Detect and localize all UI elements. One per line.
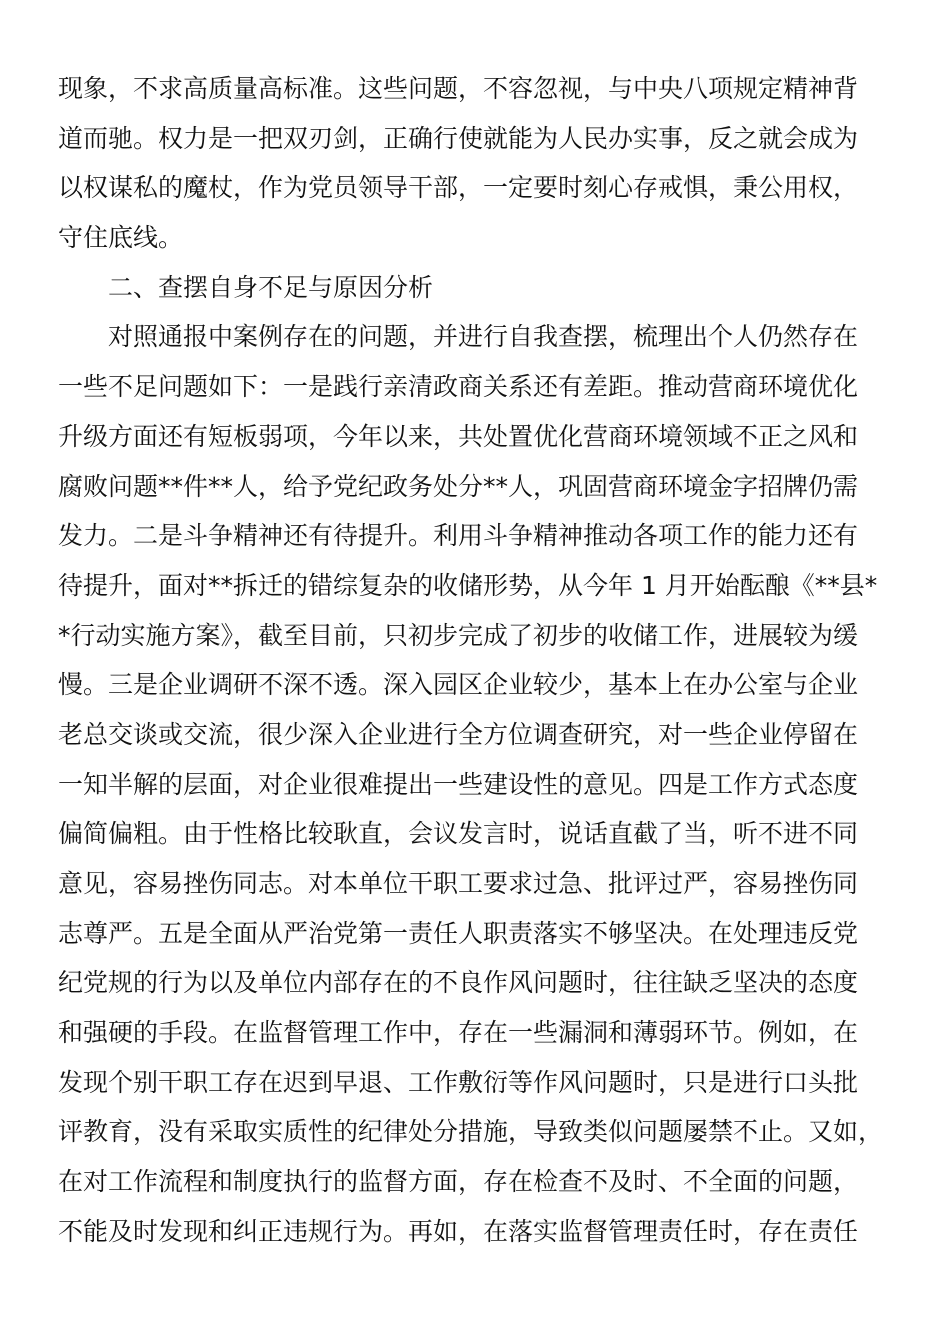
text-line: 意见，容易挫伤同志。对本单位干职工要求过急、批评过严，容易挫伤同 <box>58 869 859 898</box>
text-line: 现象，不求高质量高标准。这些问题，不容忽视，与中央八项规定精神背 <box>58 74 859 103</box>
text-line: 一知半解的层面，对企业很难提出一些建设性的意见。四是工作方式态度 <box>58 769 859 799</box>
text-line: 志尊严。五是全面从严治党第一责任人职责落实不够坚决。在处理违反党 <box>58 918 859 948</box>
text-line: 守住底线。 <box>58 223 184 253</box>
document-body <box>58 64 890 1257</box>
text-line: 老总交谈或交流，很少深入企业进行全方位调查研究，对一些企业停留在 <box>58 719 859 749</box>
text-line: 道而驰。权力是一把双刃剑，正确行使就能为人民办实事，反之就会成为 <box>58 123 859 153</box>
section-heading: 二、查摆自身不足与原因分析 <box>108 272 434 302</box>
paragraph-first-line: 对照通报中案例存在的问题，并进行自我查摆，梳理出个人仍然存在 <box>108 322 859 352</box>
text-line: 偏简偏粗。由于性格比较耿直，会议发言时，说话直截了当，听不进不同 <box>58 819 859 849</box>
text-line: *行动实施方案》，截至目前，只初步完成了初步的收储工作，进展较为缓 <box>58 620 859 650</box>
text-line: 评教育，没有采取实质性的纪律处分措施，导致类似问题屡禁不止。又如， <box>58 1117 884 1147</box>
text-line: 一些不足问题如下：一是践行亲清政商关系还有差距。推动营商环境优化 <box>58 372 859 402</box>
text-line: 以权谋私的魔杖，作为党员领导干部，一定要时刻心存戒惧，秉公用权， <box>58 173 859 203</box>
text-line: 纪党规的行为以及单位内部存在的不良作风问题时，往往缺乏坚决的态度 <box>58 968 859 998</box>
text-line: 发现个别干职工存在迟到早退、工作敷衍等作风问题时，只是进行口头批 <box>58 1067 859 1097</box>
text-line: 腐败问题**件**人，给予党纪政务处分**人，巩固营商环境金字招牌仍需 <box>58 471 859 501</box>
text-line: 升级方面还有短板弱项，今年以来，共处置优化营商环境领域不正之风和 <box>58 421 859 451</box>
text-line: 发力。二是斗争精神还有待提升。利用斗争精神推动各项工作的能力还有 <box>58 521 859 551</box>
text-line: 不能及时发现和纠正违规行为。再如，在落实监督管理责任时，存在责任 <box>58 1216 859 1246</box>
text-line: 待提升，面对**拆迁的错综复杂的收储形势，从今年 1 月开始酝酿《**县* <box>58 570 878 600</box>
text-line: 和强硬的手段。在监督管理工作中，存在一些漏洞和薄弱环节。例如，在 <box>58 1018 859 1048</box>
text-line: 慢。三是企业调研不深不透。深入园区企业较少，基本上在办公室与企业 <box>58 670 859 700</box>
text-line: 在对工作流程和制度执行的监督方面，存在检查不及时、不全面的问题， <box>58 1167 859 1197</box>
